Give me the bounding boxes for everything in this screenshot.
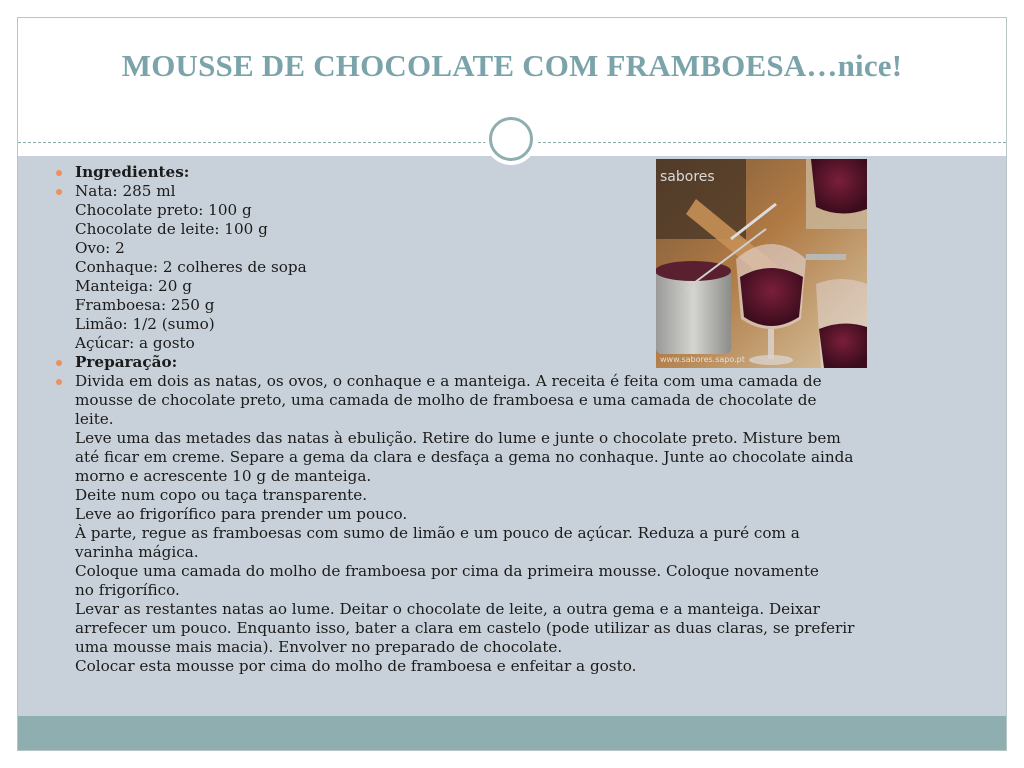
- ornament-ring: [489, 117, 533, 161]
- bullet-preparation-heading: [56, 353, 966, 372]
- ingredient-line: Limão: 1/2 (sumo): [75, 315, 215, 333]
- ingredient-line: Manteiga: 20 g: [75, 277, 192, 295]
- circle-ornament-icon: [485, 113, 537, 165]
- preparation-line: Colocar esta mousse por cima do molho de framboesa e enfeitar a gosto.: [75, 657, 637, 675]
- preparation-line: Coloque uma camada do molho de framboesa por cima da primeira mousse. Coloque novamente: [75, 562, 819, 580]
- preparation-line: morno e acrescente 10 g de manteiga.: [75, 467, 372, 485]
- preparation-line: Levar as restantes natas ao lume. Deitar o chocolate de leite, a outra gema e a manteiga. Deixar: [75, 600, 820, 618]
- preparation-line: Deite num copo ou taça transparente.: [75, 486, 368, 504]
- bullet-dot-icon: [56, 170, 62, 176]
- ingredient-line: Chocolate de leite: 100 g: [75, 220, 268, 238]
- bullet-dot-icon: [56, 360, 62, 366]
- slide-title: MOUSSE DE CHOCOLATE COM FRAMBOESA…nice!: [121, 48, 903, 83]
- bullet-preparation-steps: [56, 372, 966, 676]
- ingredient-line: Framboesa: 250 g: [75, 296, 215, 314]
- slide-body: [56, 163, 966, 676]
- preparation-line: leite.: [75, 410, 114, 428]
- preparation-line: Leve ao frigorífico para prender um pouco.: [75, 505, 408, 523]
- bullet-dot-icon: [56, 379, 62, 385]
- ingredient-line: Conhaque: 2 colheres de sopa: [75, 258, 307, 276]
- ingredient-line: Açúcar: a gosto: [75, 334, 195, 352]
- preparation-line: À parte, regue as framboesas com sumo de limão e um pouco de açúcar. Reduza a puré com a: [75, 524, 800, 542]
- preparation-line: Divida em dois as natas, os ovos, o conhaque e a manteiga. A receita é feita com uma camada de: [75, 372, 822, 390]
- photo-watermark-bottom: www.sabores.sapo.pt: [660, 355, 745, 364]
- ingredient-line: Ovo: 2: [75, 239, 125, 257]
- preparation-line: varinha mágica.: [75, 543, 199, 561]
- bullet-ingredients-list: [56, 182, 635, 353]
- bullet-dot-icon: [56, 189, 62, 195]
- preparation-line: no frigorífico.: [75, 581, 180, 599]
- preparation-line: mousse de chocolate preto, uma camada de molho de framboesa e uma camada de chocolate de: [75, 391, 817, 409]
- preparation-heading: Preparação:: [75, 353, 178, 371]
- photo-watermark-top: sabores: [660, 169, 715, 185]
- preparation-line: até ficar em creme. Separe a gema da clara e desfaça a gema no conhaque. Junte ao chocolate ainda: [75, 448, 854, 466]
- footer-bar: [18, 716, 1006, 750]
- preparation-line: arrefecer um pouco. Enquanto isso, bater a clara em castelo (pode utilizar as duas claras, se preferir: [75, 619, 855, 637]
- bullet-ingredients-heading: [56, 163, 966, 182]
- ingredient-line: Chocolate preto: 100 g: [75, 201, 252, 219]
- ingredients-heading: Ingredientes:: [75, 163, 190, 181]
- ingredient-line: Nata: 285 ml: [75, 182, 176, 200]
- preparation-line: uma mousse mais macia). Envolver no preparado de chocolate.: [75, 638, 563, 656]
- preparation-line: Leve uma das metades das natas à ebulição. Retire do lume e junte o chocolate preto. Misture bem: [75, 429, 841, 447]
